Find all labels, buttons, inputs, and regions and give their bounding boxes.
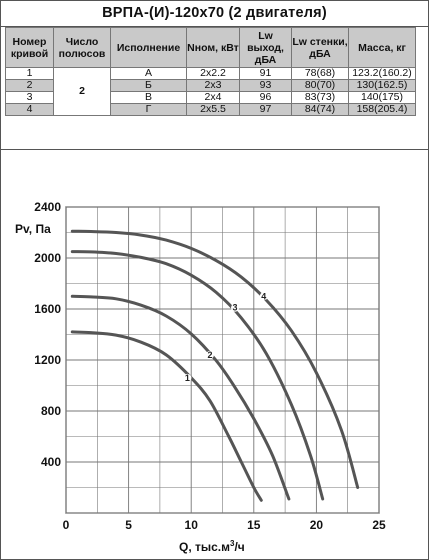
x-axis-title-main: Q, тыс.м [179,540,231,554]
cell-mass: 130(162.5) [349,80,416,92]
y-tick-label: 2400 [34,200,61,214]
cell-power: 2х5.5 [187,104,240,116]
cell-poles: 2 [54,68,111,116]
cell-power: 2х4 [187,92,240,104]
cell-lw-wall: 80(70) [292,80,349,92]
x-tick-label: 10 [184,518,198,532]
y-tick-label: 1600 [34,302,61,316]
col-header-poles: Число полюсов [54,28,111,68]
y-tick-label: 2000 [34,251,61,265]
cell-lw-out: 91 [240,68,292,80]
curve-label-3: 3 [232,302,238,313]
col-header-mass: Масса, кг [349,28,416,68]
x-tick-label: 20 [309,518,324,532]
cell-curve: 3 [6,92,54,104]
table-row [6,68,416,80]
x-tick-label: 15 [247,518,261,532]
y-tick-label: 800 [40,404,61,418]
col-header-curve: Номер кривой [6,28,54,68]
cell-variant: Б [111,80,187,92]
cell-lw-out: 96 [240,92,292,104]
cell-variant: В [111,92,187,104]
col-header-power: Nном, кВт [187,28,240,68]
cell-power: 2х2.2 [187,68,240,80]
cell-power: 2х3 [187,80,240,92]
y-tick-label: 1200 [34,353,61,367]
y-tick-label: 400 [40,455,61,469]
col-header-variant: Исполнение [111,28,187,68]
curve-label-4: 4 [261,291,267,302]
cell-lw-wall: 83(73) [292,92,349,104]
cell-curve: 2 [6,80,54,92]
x-tick-label: 25 [372,518,386,532]
x-tick-label: 5 [125,518,132,532]
cell-lw-wall: 84(74) [292,104,349,116]
cell-variant: А [111,68,187,80]
table-header-row [6,28,416,68]
cell-mass: 123.2(160.2) [349,68,416,80]
y-axis-title: Pv, Па [15,222,51,236]
page-title: ВРПА-(И)-120х70 (2 двигателя) [1,1,428,27]
cell-lw-wall: 78(68) [292,68,349,80]
col-header-lw-wall: Lw стенки, дБА [292,28,349,68]
cell-curve: 1 [6,68,54,80]
x-tick-label: 0 [62,518,70,532]
curve-label-2: 2 [207,349,213,360]
cell-lw-out: 93 [240,80,292,92]
section-divider [1,149,428,150]
col-header-lw-out: Lw выход, дБА [240,28,292,68]
x-axis-title-sup: 3 [230,539,235,548]
curve-label-1: 1 [184,372,190,383]
cell-mass: 158(205.4) [349,104,416,116]
cell-lw-out: 97 [240,104,292,116]
spec-table [5,27,416,116]
performance-chart [1,191,428,559]
cell-curve: 4 [6,104,54,116]
cell-variant: Г [111,104,187,116]
x-axis-title [179,539,245,554]
x-axis-title-tail: /ч [234,540,245,554]
cell-mass: 140(175) [349,92,416,104]
